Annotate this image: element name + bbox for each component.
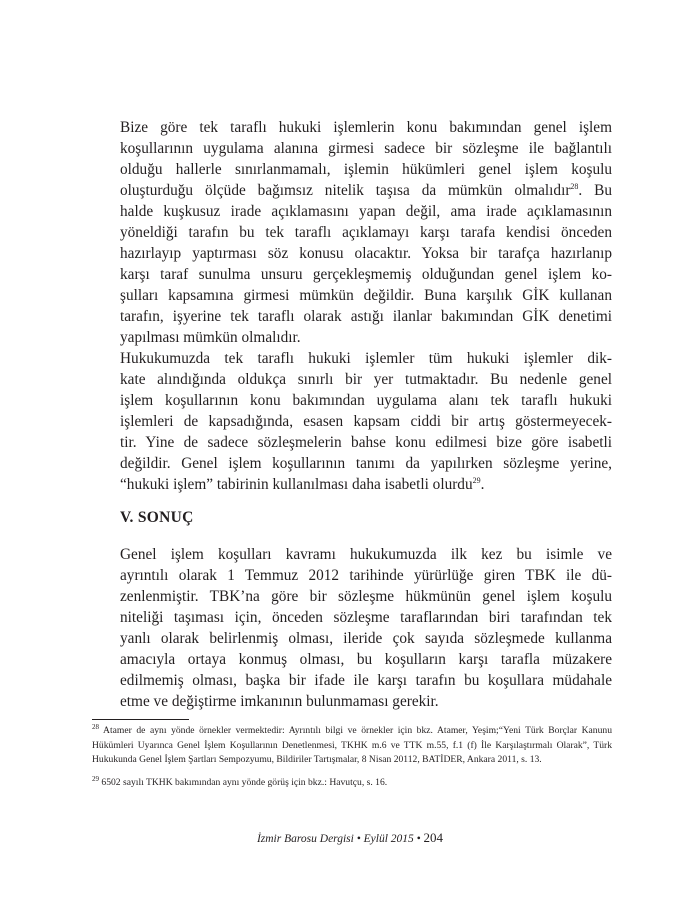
paragraph-line-text: “hukuki işlem” tabirinin kullanılması daha isabetli olurdu bbox=[120, 476, 473, 493]
paragraph-line: yöneldiği tarafın bu tek taraflı açıklamayı karşı tarafa kendisi önceden bbox=[120, 224, 612, 241]
paragraph-line: Genel işlem koşulları kavramı hukukumuzda ilk kez bu isimle ve bbox=[120, 546, 612, 563]
paragraph-line: işlemleri de kapsadığında, esasen kapsam ciddi bir artış göstermeyecek- bbox=[120, 413, 612, 430]
paragraph-line: şulları kapsamına girmesi mümkün değildir. Buna karşılık GİK kullanan bbox=[120, 287, 612, 304]
paragraph-1 bbox=[92, 117, 612, 348]
paragraph-line: tir. Yine de sadece sözleşmelerin bahse konu edilmesi bize göre isabetli bbox=[120, 434, 612, 451]
footnote-ref-28[interactable]: 28 bbox=[570, 181, 579, 191]
paragraph-line: koşullarının uygulama alanına girmesi sadece bir sözleşme ile bağlantılı bbox=[120, 140, 612, 157]
page-number: 204 bbox=[423, 830, 444, 845]
paragraph-line: zenlenmiştir. TBK’na göre bir sözleşme hükmünün genel işlem koşulu bbox=[120, 588, 612, 605]
journal-name: İzmir Barosu Dergisi • Eylül 2015 • bbox=[256, 833, 421, 845]
paragraph-line: niteliği taşıması için, önceden sözleşme taraflarından biri tarafından tek bbox=[120, 609, 612, 626]
footnote-number: 29 bbox=[92, 774, 99, 783]
footnote-text: Atamer de aynı yönde örnekler vermektedir: Ayrıntılı bilgi ve örnekler için bkz. Atamer, Yeşim;“Yeni Türk Borçlar Kanunu Hükümleri Uyarınca Genel İşlem Koşullarının Denetlenmesi, TKHK m.6 ve TTK m.55, f.1 (f) İle Karşılaştırmalı Olarak”, Türk Hukukunda Genel İşlem Şartları Sempozyumu, Bildiriler Tartışmalar, 8 Nisan 20112, BATİDER, Ankara 2011, s. 13. bbox=[92, 725, 612, 765]
paragraph-line: etme ve değiştirme imkanının bulunmaması gerekir. bbox=[120, 693, 439, 710]
paragraph-line: amacıyla ortaya konmuş olması, bu koşulların karşı tarafla müzakere bbox=[120, 651, 612, 668]
section-heading: V. SONUÇ bbox=[120, 509, 194, 526]
paragraph-line: edilmemiş olması, başka bir ifade ile karşı tarafın bu koşullara müdahale bbox=[120, 672, 612, 689]
paragraph-line: karşı taraf sunulma unsuru gerçekleşmemiş olduğundan genel işlem ko- bbox=[120, 266, 612, 283]
paragraph-3 bbox=[92, 544, 612, 712]
footnote-ref-29[interactable]: 29 bbox=[472, 475, 481, 485]
paragraph-line: tarafın, işyerine tek taraflı olarak astığı ilanlar bakımından GİK denetimi bbox=[120, 308, 612, 325]
paragraph-line: Hukukumuzda tek taraflı hukuki işlemler tüm hukuki işlemler dik- bbox=[120, 350, 612, 367]
paragraph-line-with-footnote bbox=[92, 474, 612, 495]
footnotes bbox=[92, 724, 612, 798]
paragraph-line-tail: . Bu bbox=[578, 182, 613, 199]
paragraph-line: yapılması mümkün olmalıdır. bbox=[120, 329, 301, 346]
paragraph-line: işlem koşullarının konu bakımından uygulama alanı tek taraflı hukuki bbox=[120, 392, 612, 409]
paragraph-line: olduğu hallerle sınırlanmamalı, işlemin hükümleri genel işlem koşulu bbox=[120, 161, 612, 178]
paragraph-line: değildir. Genel işlem koşullarının tanımı da yapılırken sözleşme yerine, bbox=[120, 455, 612, 472]
paragraph-line-tail: . bbox=[480, 476, 485, 493]
footnote-number: 28 bbox=[92, 722, 99, 731]
paragraph-line: ayrıntılı olarak 1 Temmuz 2012 tarihinde yürürlüğe giren TBK ile dü- bbox=[120, 567, 612, 584]
footnote-28 bbox=[92, 724, 612, 768]
paragraph-line: yanlı olarak belirlenmiş olması, ileride çok sayıda sözleşmede kullanma bbox=[120, 630, 612, 647]
footnote-divider bbox=[92, 719, 189, 720]
paragraph-line-text: oluşturduğu ölçüde bağımsız nitelik taşısa da mümkün olmalıdır bbox=[120, 182, 571, 199]
paragraph-line-with-footnote bbox=[92, 180, 612, 201]
footnote-text: 6502 sayılı TKHK bakımından aynı yönde görüş için bkz.: Havutçu, s. 16. bbox=[101, 776, 388, 788]
paragraph-line: hazırlayıp yaptırması söz konusu olacaktır. Yoksa bir tarafça hazırlanıp bbox=[120, 245, 612, 262]
paragraph-line: halde kuşkusuz irade açıklamasını yapan değil, ama irade açıklamasının bbox=[120, 203, 612, 220]
paragraph-line: Bize göre tek taraflı hukuki işlemlerin konu bakımından genel işlem bbox=[120, 119, 612, 136]
page-footer bbox=[0, 830, 700, 846]
paragraph-line: kate alındığında oldukça sınırlı bir yer tutmaktadır. Bu nedenle genel bbox=[120, 371, 612, 388]
paragraph-2 bbox=[92, 348, 612, 495]
footnote-29 bbox=[92, 776, 612, 791]
